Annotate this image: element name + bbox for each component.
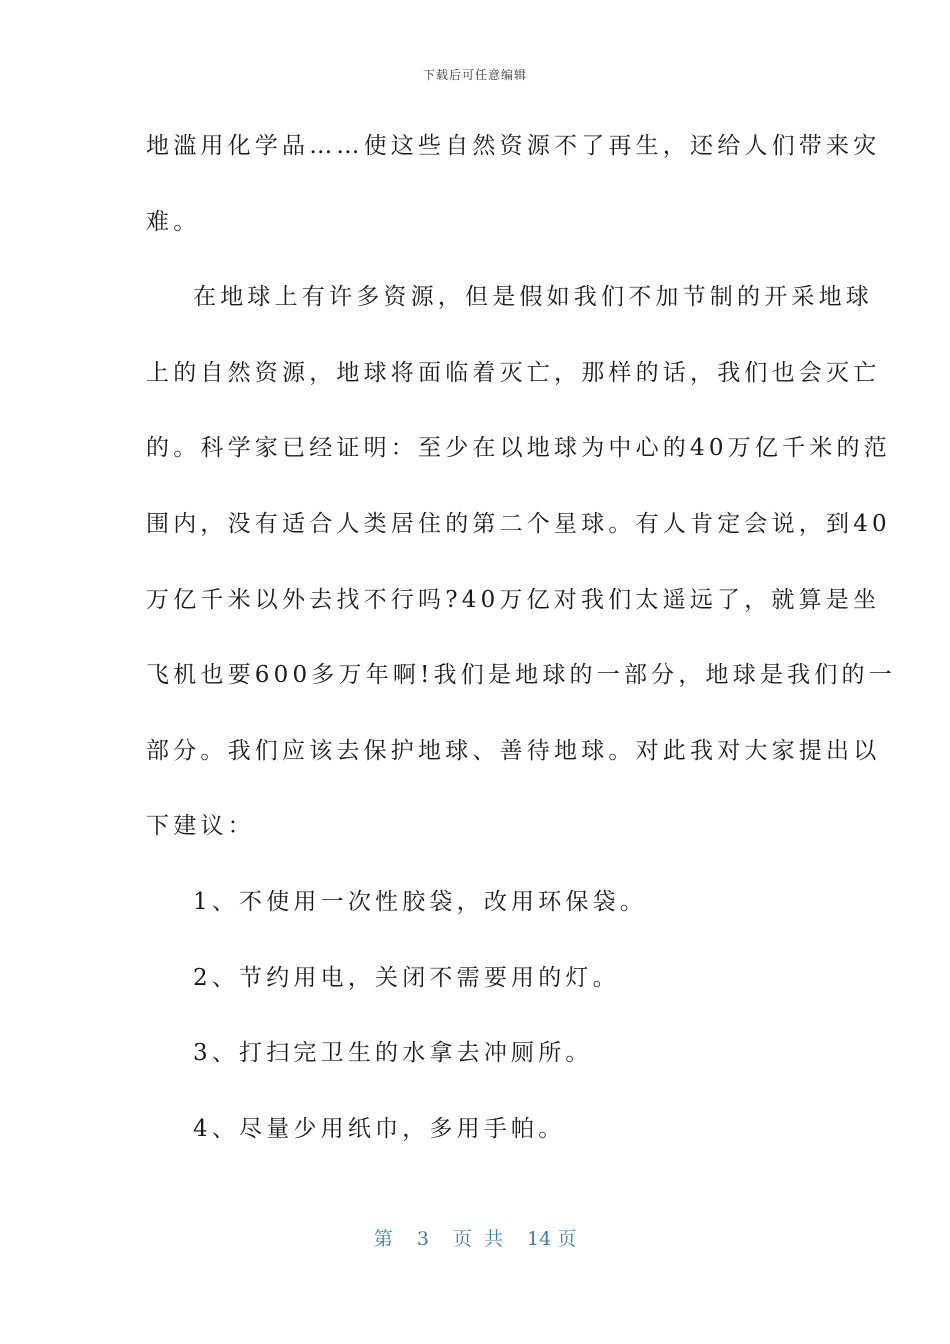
- page-suffix: 页: [557, 1228, 577, 1250]
- document-body: [146, 124, 896, 1182]
- paragraph-line: 飞机也要600多万年啊!我们是地球的一部分，地球是我们的一: [146, 662, 896, 689]
- header-note: 下载后可任意编辑: [422, 68, 527, 82]
- page-middle-text: 页 共: [452, 1228, 503, 1250]
- current-page-number: 3: [416, 1228, 429, 1250]
- paragraph-line: 下建议：: [146, 813, 255, 840]
- paragraph-line: 万亿千米以外去找不行吗?40万亿对我们太遥远了，就算是坐: [146, 586, 881, 613]
- total-page-count: 14: [527, 1228, 552, 1250]
- paragraph-line: 上的自然资源，地球将面临着灭亡，那样的话，我们也会灭亡: [146, 359, 881, 386]
- paragraph-line: 围内，没有适合人类居住的第二个星球。有人肯定会说，到40: [146, 510, 891, 537]
- list-item-3: 3、打扫完卫生的水拿去冲厕所。: [193, 1040, 593, 1067]
- paragraph-line: 在地球上有许多资源，但是假如我们不加节制的开采地球: [193, 284, 873, 311]
- paragraph-line: 的。科学家已经证明：至少在以地球为中心的40万亿千米的范: [146, 435, 891, 462]
- paragraph-line: 部分。我们应该去保护地球、善待地球。对此我对大家提出以: [146, 737, 881, 764]
- page-number-footer: [0, 1224, 950, 1251]
- page-prefix: 第: [373, 1228, 393, 1250]
- list-item-4: 4、尽量少用纸巾，多用手帕。: [193, 1115, 566, 1142]
- list-item-1: 1、不使用一次性胶袋，改用环保袋。: [193, 888, 648, 915]
- list-item-2: 2、节约用电，关闭不需要用的灯。: [193, 964, 620, 991]
- paragraph-line: 地滥用化学品……使这些自然资源不了再生，还给人们带来灾: [146, 133, 881, 159]
- paragraph-line: 难。: [146, 208, 201, 235]
